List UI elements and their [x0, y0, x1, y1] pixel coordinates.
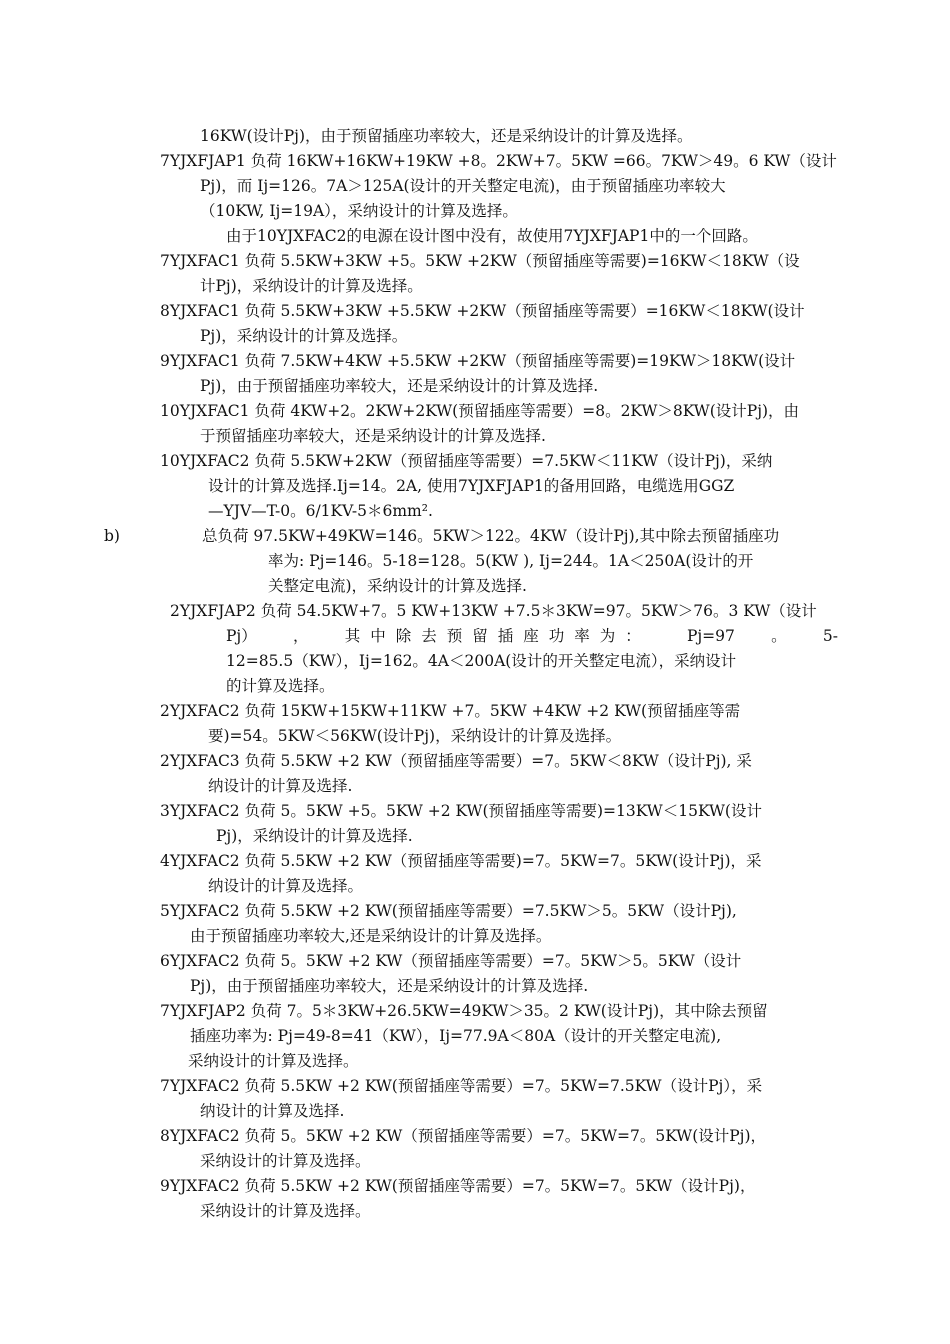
text-line: 要)=54。5KW＜56KW(设计Pj)，采纳设计的计算及选择。 — [208, 727, 622, 745]
text-line: 7YJXFAC1 负荷 5.5KW+3KW +5。5KW +2KW（预留插座等需要)=16KW＜18KW（设 — [160, 252, 800, 270]
paragraph-2yjxfac3 — [160, 749, 840, 799]
section-label-b: b) — [104, 527, 120, 545]
paragraph-9yjxfac1 — [160, 349, 840, 399]
text-line: 插座功率为: Pj=49-8=41（KW），Ij=77.9A＜80A（设计的开关整定电流), — [190, 1027, 722, 1045]
paragraph-continuation — [160, 124, 840, 149]
text-line: 6YJXFAC2 负荷 5。5KW +2 KW（预留插座等需要）=7。5KW＞5。5KW（设计 — [160, 952, 742, 970]
text-segment: 5- — [822, 627, 838, 645]
text-line: —YJV—T-0。6/1KV-5＊6mm². — [208, 502, 433, 520]
paragraph-5yjxfac2 — [160, 899, 840, 949]
paragraph-note — [160, 224, 840, 249]
paragraph-7yjxfjap1 — [160, 149, 840, 224]
text-line: Pj)，采纳设计的计算及选择. — [216, 827, 413, 845]
paragraph-10yjxfac2 — [160, 449, 840, 524]
text-line: 关整定电流)，采纳设计的计算及选择. — [268, 577, 527, 595]
text-line: 的计算及选择。 — [226, 677, 335, 695]
paragraph-8yjxfac2 — [160, 1124, 840, 1174]
paragraph-10yjxfac1 — [160, 399, 840, 449]
paragraph-2yjxfac2 — [160, 699, 840, 749]
text-line: 7YJXFAC2 负荷 5.5KW +2 KW(预留插座等需要）=7。5KW=7.5KW（设计Pj），采 — [160, 1077, 763, 1095]
paragraph-7yjxfjap2 — [160, 999, 840, 1074]
paragraph-7yjxfac2 — [160, 1074, 840, 1124]
text-line: 7YJXFJAP1 负荷 16KW+16KW+19KW +8。2KW+7。5KW =66。7KW＞49。6 KW（设计 — [160, 152, 837, 170]
text-line: 采纳设计的计算及选择。 — [200, 1202, 371, 1220]
text-line: 计Pj)，采纳设计的计算及选择。 — [200, 277, 423, 295]
text-line: 纳设计的计算及选择. — [208, 777, 353, 795]
paragraph-9yjxfac2 — [160, 1174, 840, 1224]
text-line: 由于10YJXFAC2的电源在设计图中没有，故使用7YJXFJAP1中的一个回路。 — [226, 227, 758, 245]
text-line: Pj)，采纳设计的计算及选择。 — [200, 327, 408, 345]
paragraph-6yjxfac2 — [160, 949, 840, 999]
text-line: 8YJXFAC2 负荷 5。5KW +2 KW（预留插座等需要）=7。5KW=7。5KW(设计Pj)， — [160, 1127, 767, 1145]
text-line: 16KW(设计Pj)，由于预留插座功率较大，还是采纳设计的计算及选择。 — [200, 127, 693, 145]
text-line: 9YJXFAC2 负荷 5.5KW +2 KW(预留插座等需要）=7。5KW=7。5KW（设计Pj)， — [160, 1177, 756, 1195]
text-line: 7YJXFJAP2 负荷 7。5＊3KW+26.5KW=49KW＞35。2 KW(设计Pj)，其中除去预留 — [160, 1002, 768, 1020]
text-segment: Pj） — [226, 627, 257, 645]
text-line: 采纳设计的计算及选择。 — [200, 1152, 371, 1170]
text-line: 采纳设计的计算及选择。 — [188, 1052, 359, 1070]
justified-line — [170, 624, 840, 649]
text-segment: ， — [292, 627, 309, 645]
text-line: 12=85.5（KW），Ij=162。4A＜200A(设计的开关整定电流），采纳设计 — [226, 652, 737, 670]
paragraph-total-load — [202, 524, 842, 599]
text-line: 由于预留插座功率较大,还是采纳设计的计算及选择。 — [190, 927, 552, 945]
paragraph-2yjxfjap2 — [170, 599, 840, 699]
text-line: Pj)，由于预留插座功率较大，还是采纳设计的计算及选择. — [190, 977, 589, 995]
text-line: 10YJXFAC2 负荷 5.5KW+2KW（预留插座等需要）=7.5KW＜11KW（设计Pj)，采纳 — [160, 452, 773, 470]
text-line: 2YJXFJAP2 负荷 54.5KW+7。5 KW+13KW +7.5＊3KW=97。5KW＞76。3 KW（设计 — [170, 602, 817, 620]
text-line: 9YJXFAC1 负荷 7.5KW+4KW +5.5KW +2KW（预留插座等需要)=19KW＞18KW(设计 — [160, 352, 796, 370]
text-line: 2YJXFAC3 负荷 5.5KW +2 KW（预留插座等需要）=7。5KW＜8KW（设计Pj), 采 — [160, 752, 752, 770]
text-line: 8YJXFAC1 负荷 5.5KW+3KW +5.5KW +2KW（预留插座等需要）=16KW＜18KW(设计 — [160, 302, 805, 320]
paragraph-7yjxfac1 — [160, 249, 840, 299]
text-line: 3YJXFAC2 负荷 5。5KW +5。5KW +2 KW(预留插座等需要)=13KW＜15KW(设计 — [160, 802, 762, 820]
text-line: 纳设计的计算及选择. — [200, 1102, 345, 1120]
text-line: Pj)，由于预留插座功率较大，还是采纳设计的计算及选择. — [200, 377, 599, 395]
text-line: 率为: Pj=146。5-18=128。5(KW ), Ij=244。1A＜250A(设计的开 — [268, 552, 754, 570]
text-line: 4YJXFAC2 负荷 5.5KW +2 KW（预留插座等需要)=7。5KW=7。5KW(设计Pj)，采 — [160, 852, 762, 870]
text-line: Pj)，而 Ij=126。7A＞125A(设计的开关整定电流)，由于预留插座功率较大 — [200, 177, 726, 195]
text-line: 2YJXFAC2 负荷 15KW+15KW+11KW +7。5KW +4KW +2 KW(预留插座等需 — [160, 702, 741, 720]
text-segment: Pj=97 — [686, 627, 735, 645]
paragraph-8yjxfac1 — [160, 299, 840, 349]
text-segment: 。 — [771, 627, 787, 645]
text-line: 纳设计的计算及选择。 — [208, 877, 364, 895]
paragraph-3yjxfac2 — [160, 799, 840, 849]
text-segment: 其中除去预留插座功率为： — [344, 627, 651, 645]
text-line: 5YJXFAC2 负荷 5.5KW +2 KW(预留插座等需要）=7.5KW＞5。5KW（设计Pj), — [160, 902, 737, 920]
text-line: 总负荷 97.5KW+49KW=146。5KW＞122。4KW（设计Pj),其中除去预留插座功 — [202, 527, 780, 545]
text-line: 于预留插座功率较大，还是采纳设计的计算及选择. — [200, 427, 546, 445]
paragraph-4yjxfac2 — [160, 849, 840, 899]
text-line: （10KW, Ij=19A），采纳设计的计算及选择。 — [200, 202, 518, 220]
text-line: 10YJXFAC1 负荷 4KW+2。2KW+2KW(预留插座等需要）=8。2KW＞8KW(设计Pj)，由 — [160, 402, 800, 420]
text-line: 设计的计算及选择.Ij=14。2A, 使用7YJXFJAP1的备用回路，电缆选用GGZ — [208, 477, 735, 495]
